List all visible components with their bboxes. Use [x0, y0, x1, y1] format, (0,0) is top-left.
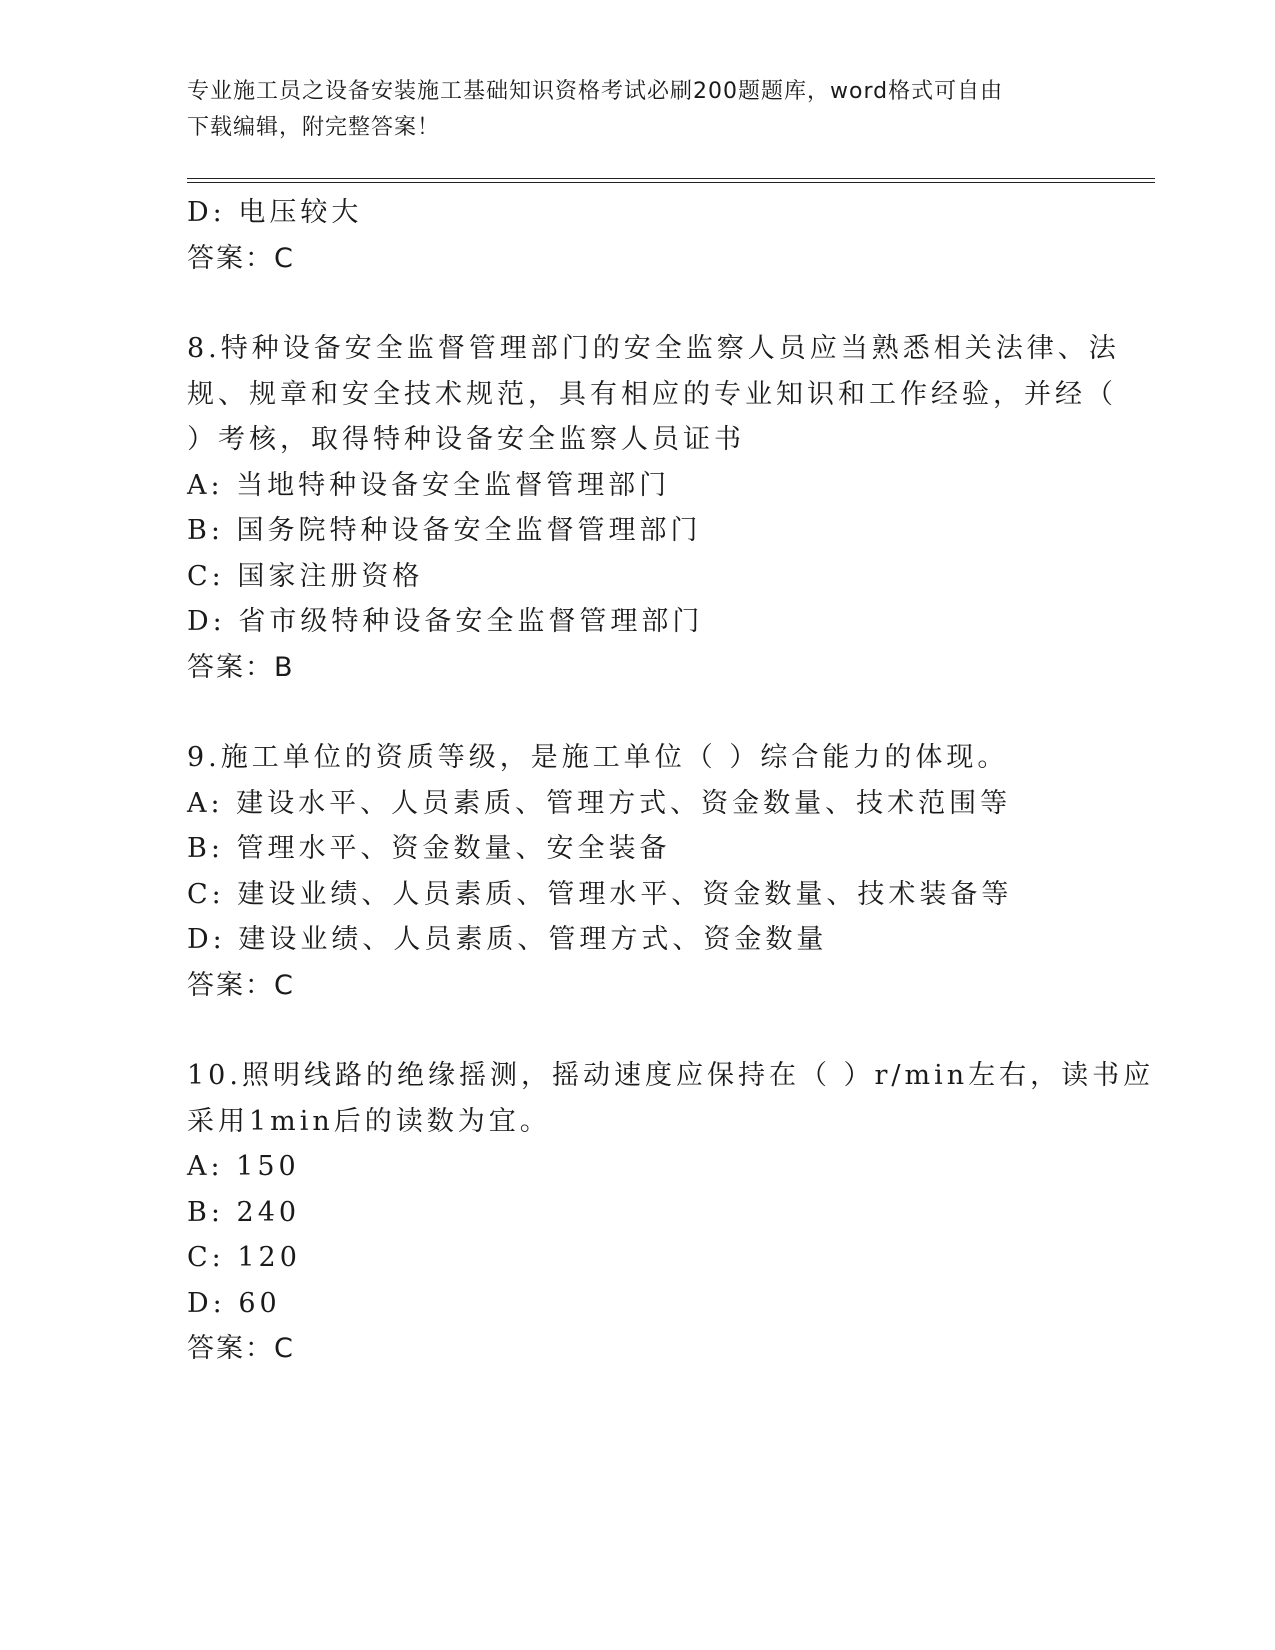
option-c: C: 建设业绩、人员素质、管理水平、资金数量、技术装备等 [187, 878, 1013, 910]
answer-line: 答案：B [187, 651, 295, 683]
question-stem-line: 采用1min后的读数为宜。 [187, 1105, 551, 1137]
option-d: D: 省市级特种设备安全监督管理部门 [187, 606, 704, 637]
option-d: D: 建设业绩、人员素质、管理方式、资金数量 [187, 924, 828, 955]
option-c: C: 120 [187, 1242, 301, 1273]
header-line-1: 专业施工员之设备安装施工基础知识资格考试必刷200题题库，word格式可自由 [187, 79, 1004, 104]
question-9 [187, 735, 1147, 1008]
page-header [187, 74, 1087, 146]
question-content [187, 190, 1155, 1372]
question-stem-line: 10.照明线路的绝缘摇测，摇动速度应保持在（ ）r/min左右，读书应 [187, 1060, 1155, 1091]
option-a: A: 150 [187, 1151, 300, 1182]
option-a: A: 当地特种设备安全监督管理部门 [187, 469, 671, 501]
question-stem-line: ）考核，取得特种设备安全监察人员证书 [187, 424, 745, 455]
option-b: B: 国务院特种设备安全监督管理部门 [187, 515, 702, 546]
option-b: B: 240 [187, 1196, 301, 1228]
header-line-2: 下载编辑，附完整答案！ [187, 115, 441, 140]
option-d: D: 电压较大 [187, 197, 363, 228]
option-a: A: 建设水平、人员素质、管理方式、资金数量、技术范围等 [187, 787, 1012, 819]
question-10 [187, 1053, 1155, 1372]
option-b: B: 管理水平、资金数量、安全装备 [187, 833, 671, 864]
question-stem-line: 规、规章和安全技术规范，具有相应的专业知识和工作经验，并经（ [187, 378, 1117, 410]
answer-line: 答案：C [187, 969, 295, 1001]
question-stem-line: 8.特种设备安全监督管理部门的安全监察人员应当熟悉相关法律、法 [187, 333, 1120, 364]
option-c: C: 国家注册资格 [187, 560, 424, 592]
header-divider-bottom [187, 182, 1155, 183]
question-8 [187, 326, 1147, 690]
answer-line: 答案：C [187, 1333, 295, 1364]
option-d: D: 60 [187, 1287, 281, 1319]
answer-line: 答案：C [187, 242, 295, 274]
question-stem-line: 9.施工单位的资质等级，是施工单位（ ）综合能力的体现。 [187, 742, 1009, 773]
header-divider-top [187, 178, 1155, 179]
previous-question-tail [187, 190, 1147, 281]
